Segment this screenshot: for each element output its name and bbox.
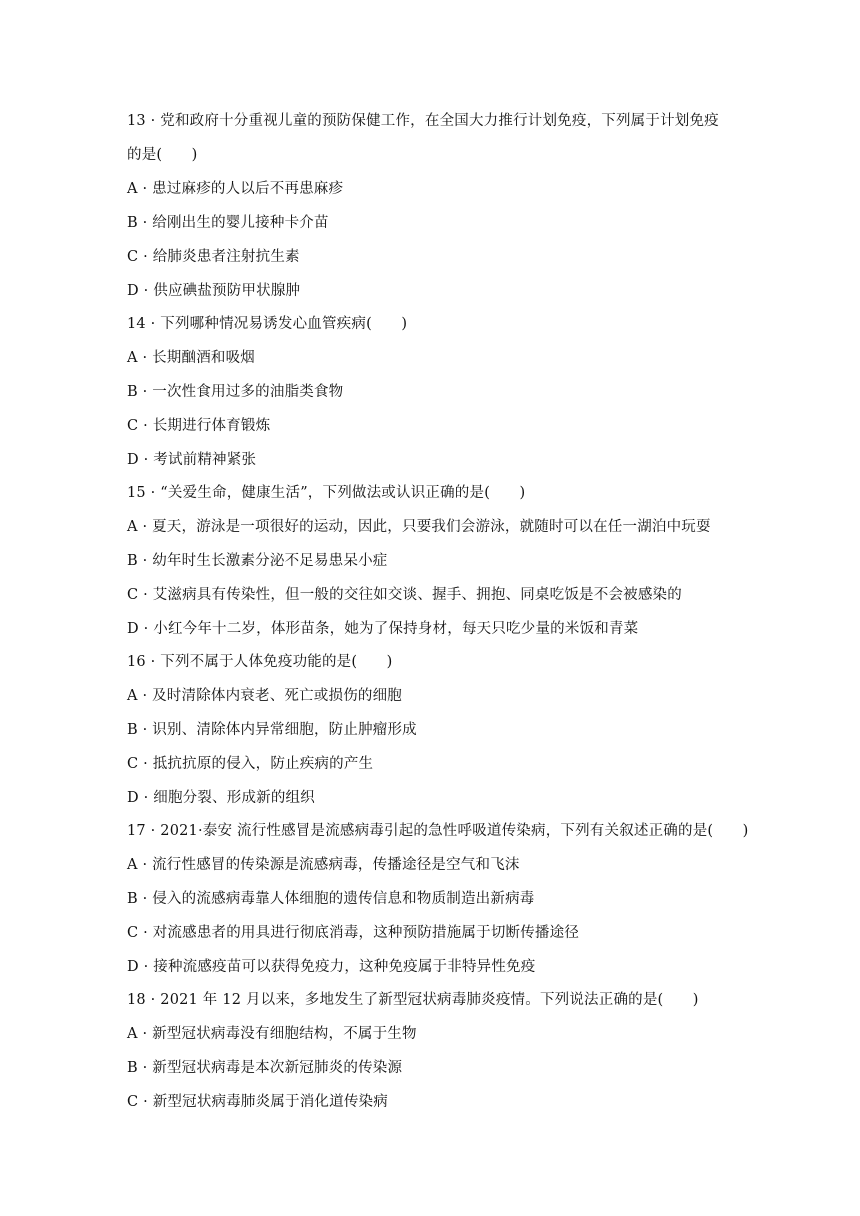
question-17-option-c: C · 对流感患者的用具进行彻底消毒，这种预防措施属于切断传播途径 — [127, 925, 580, 941]
question-17-option-d: D · 接种流感疫苗可以获得免疫力，这种免疫属于非特异性免疫 — [127, 959, 536, 975]
question-16-option-a: A · 及时清除体内衰老、死亡或损伤的细胞 — [127, 688, 402, 704]
question-13-stem-line-2: 的是( ) — [127, 147, 198, 163]
question-16-option-b: B · 识别、清除体内异常细胞，防止肿瘤形成 — [127, 722, 417, 738]
question-15-option-c: C · 艾滋病具有传染性，但一般的交往如交谈、握手、拥抱、同桌吃饭是不会被感染的 — [127, 587, 682, 603]
question-14-option-a: A · 长期酗酒和吸烟 — [127, 350, 255, 366]
question-16-option-c: C · 抵抗抗原的侵入，防止疾病的产生 — [127, 756, 374, 772]
question-18-stem: 18 · 2021 年 12 月以来，多地发生了新型冠状病毒肺炎疫情。下列说法正确的是( ) — [127, 992, 699, 1008]
question-13-stem-line-1: 13 · 党和政府十分重视儿童的预防保健工作，在全国大力推行计划免疫，下列属于计划免疫 — [127, 113, 719, 129]
question-15-stem: 15 · “关爱生命，健康生活”，下列做法或认识正确的是( ) — [127, 485, 526, 501]
question-16-option-d: D · 细胞分裂、形成新的组织 — [127, 790, 315, 806]
question-18-option-c: C · 新型冠状病毒肺炎属于消化道传染病 — [127, 1094, 388, 1110]
question-18-option-a: A · 新型冠状病毒没有细胞结构，不属于生物 — [127, 1026, 417, 1042]
question-16-stem: 16 · 下列不属于人体免疫功能的是( ) — [127, 654, 393, 670]
question-15-option-d: D · 小红今年十二岁，体形苗条，她为了保持身材，每天只吃少量的米饭和青菜 — [127, 621, 639, 637]
question-13-option-c: C · 给肺炎患者注射抗生素 — [127, 249, 300, 265]
question-15-option-a: A · 夏天，游泳是一项很好的运动，因此，只要我们会游泳，就随时可以在任一湖泊中玩耍 — [127, 519, 711, 535]
question-13-option-b: B · 给刚出生的婴儿接种卡介苗 — [127, 215, 329, 231]
question-13-option-d: D · 供应碘盐预防甲状腺肿 — [127, 283, 301, 299]
question-17-option-b: B · 侵入的流感病毒靠人体细胞的遗传信息和物质制造出新病毒 — [127, 891, 535, 907]
question-15-option-b: B · 幼年时生长激素分泌不足易患呆小症 — [127, 553, 388, 569]
question-17-stem: 17 · 2021·泰安 流行性感冒是流感病毒引起的急性呼吸道传染病，下列有关叙述正确的是( ) — [127, 823, 749, 839]
question-14-option-b: B · 一次性食用过多的油脂类食物 — [127, 384, 344, 400]
question-13-option-a: A · 患过麻疹的人以后不再患麻疹 — [127, 181, 344, 197]
question-18-option-b: B · 新型冠状病毒是本次新冠肺炎的传染源 — [127, 1060, 403, 1076]
question-14-stem: 14 · 下列哪种情况易诱发心血管疾病( ) — [127, 316, 408, 332]
question-14-option-c: C · 长期进行体育锻炼 — [127, 418, 271, 434]
question-17-option-a: A · 流行性感冒的传染源是流感病毒，传播途径是空气和飞沫 — [127, 857, 520, 873]
question-14-option-d: D · 考试前精神紧张 — [127, 452, 257, 468]
